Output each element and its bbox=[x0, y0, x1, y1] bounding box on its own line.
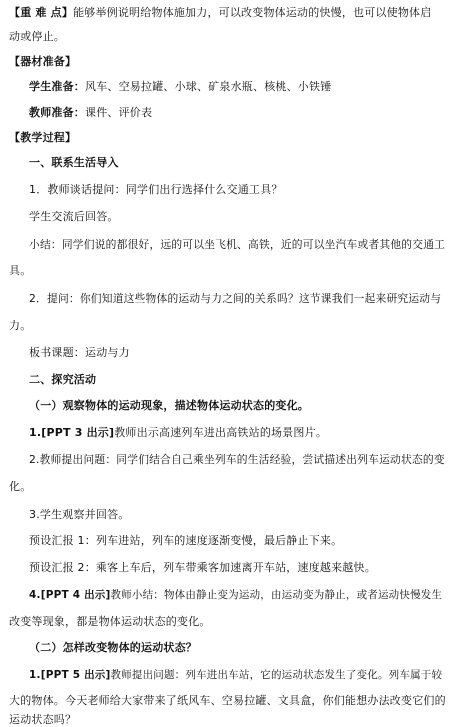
key-points-continuation: 动或停止。 bbox=[9, 30, 65, 43]
ppt3-line bbox=[29, 426, 327, 440]
key-points-line bbox=[9, 6, 431, 20]
key-points-heading: 【重 难 点】 bbox=[9, 6, 74, 19]
section-one-heading: 一、联系生活导入 bbox=[29, 156, 119, 169]
materials-heading: 【器材准备】 bbox=[9, 55, 77, 68]
key-points-text: 能够举例说明给物体施加力，可以改变物体运动的快慢，也可以使物体启 bbox=[73, 6, 432, 19]
paragraph-line: 改变等现象，都是物体运动状态的变化。 bbox=[9, 615, 211, 628]
paragraph-line: 学生交流后回答。 bbox=[29, 210, 119, 223]
ppt5-tag: 1.[PPT 5 出示] bbox=[29, 669, 111, 681]
paragraph-line: 2．提问：你们知道这些物体的运动与力之间的关系吗？这节课我们一起来研究运动与 bbox=[29, 292, 442, 305]
ppt5-line bbox=[29, 668, 442, 682]
student-materials-line bbox=[29, 80, 331, 94]
ppt3-tag: 1.[PPT 3 出示] bbox=[29, 426, 115, 439]
teacher-materials-line bbox=[29, 106, 152, 120]
ppt4-text: 教师小结：物体由静止变为运动，由运动变为静止，或者运动快慢发生 bbox=[110, 589, 443, 601]
teacher-materials-label: 教师准备： bbox=[29, 106, 85, 119]
subsection-two-heading: （二）怎样改变物体的运动状态？ bbox=[29, 641, 197, 654]
paragraph-line: 具。 bbox=[9, 264, 32, 277]
paragraph-line: 力。 bbox=[9, 319, 32, 332]
paragraph-line: 预设汇报 1：列车进站，列车的速度逐渐变慢，最后静止下来。 bbox=[29, 534, 343, 547]
teaching-process-heading: 【教学过程】 bbox=[9, 131, 77, 144]
ppt4-tag: 4.[PPT 4 出示] bbox=[29, 589, 111, 601]
paragraph-line: 预设汇报 2：乘客上车后，列车带乘客加速离开车站，速度越来越快。 bbox=[29, 561, 376, 574]
ppt3-text: 教师出示高速列车进出高铁站的场景图片。 bbox=[114, 426, 328, 439]
paragraph-line: 3.学生观察并回答。 bbox=[29, 508, 130, 521]
paragraph-line: 小结：同学们说的都很好，远的可以坐飞机、高铁，近的可以坐汽车或者其他的交通工 bbox=[29, 238, 446, 251]
ppt5-text: 教师提出问题：列车进出车站，它的运动状态发生了变化。列车属于较 bbox=[110, 669, 443, 681]
paragraph-line: 运动状态吗？ bbox=[9, 713, 77, 726]
teacher-materials-text: 课件、评价表 bbox=[85, 106, 153, 119]
student-materials-label: 学生准备： bbox=[29, 80, 85, 93]
paragraph-line: 板书课题：运动与力 bbox=[29, 346, 130, 359]
paragraph-line: 2.教师提出问题：同学们结合自己乘坐列车的生活经验，尝试描述出列车运动状态的变 bbox=[29, 453, 445, 466]
paragraph-line: 化。 bbox=[9, 480, 32, 493]
student-materials-text: 风车、空易拉罐、小球、矿泉水瓶、核桃、小铁锤 bbox=[85, 80, 332, 93]
section-two-heading: 二、探究活动 bbox=[29, 373, 97, 386]
ppt4-line bbox=[29, 588, 442, 602]
paragraph-line: 1．教师谈话提问：同学们出行选择什么交通工具？ bbox=[29, 183, 283, 196]
paragraph-line: 大的物体。今天老师给大家带来了纸风车、空易拉罐、文具盒，你们能想办法改变它们的 bbox=[9, 694, 446, 707]
subsection-one-heading: （一）观察物体的运动现象，描述物体运动状态的变化。 bbox=[29, 399, 309, 412]
